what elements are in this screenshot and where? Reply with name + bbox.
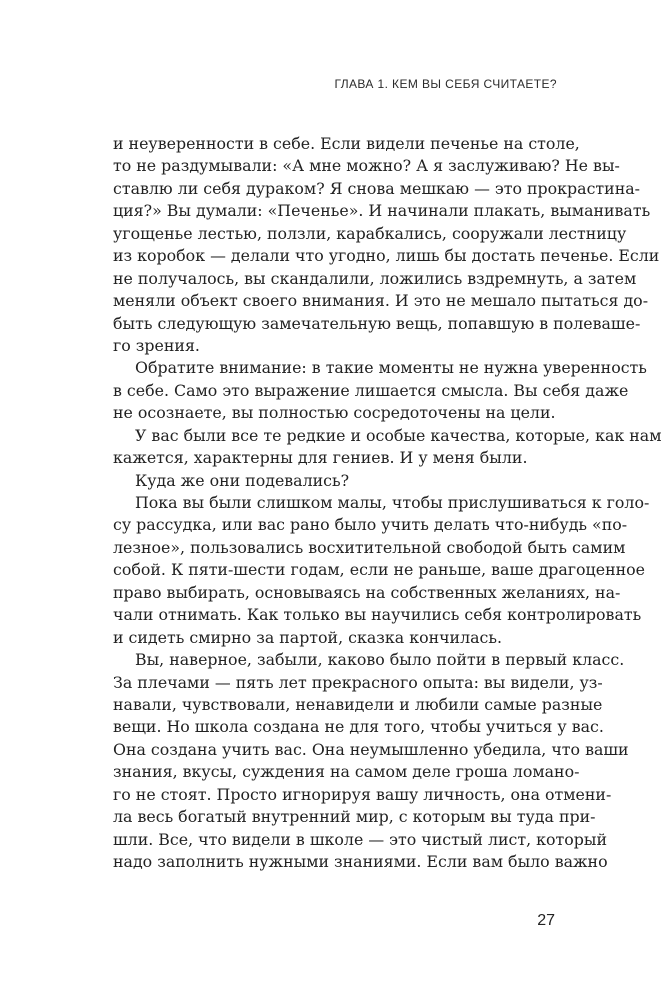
- text-line: Пока вы были слишком малы, чтобы прислушиваться к голо-: [135, 493, 650, 512]
- text-line: го зрения.: [113, 335, 200, 355]
- text-line: и сидеть смирно за партой, сказка кончилась.: [113, 627, 503, 647]
- text-line: го не стоят. Просто игнорируя вашу личность, она отмени-: [113, 784, 612, 804]
- body-text: [113, 133, 662, 873]
- text-line: не осознаете, вы полностью сосредоточены на цели.: [113, 403, 556, 423]
- text-line: лезное», пользовались восхитительной свободой быть самим: [113, 537, 626, 557]
- text-line: угощенье лестью, ползли, карабкались, сооружали лестницу: [113, 223, 627, 243]
- text-line: быть следующую замечательную вещь, попавшую в полеваше-: [113, 313, 641, 333]
- text-line: знания, вкусы, суждения на самом деле гроша ломано-: [113, 762, 580, 782]
- text-line: За плечами — пять лет прекрасного опыта: вы видели, уз-: [113, 672, 603, 692]
- text-line: су рассудка, или вас рано было учить делать что-нибудь «по-: [113, 515, 628, 535]
- text-line: собой. К пяти-шести годам, если не раньше, ваше драгоценное: [113, 560, 645, 580]
- text-line: Вы, наверное, забыли, каково было пойти в первый класс.: [135, 650, 625, 670]
- text-line: надо заполнить нужными знаниями. Если вам было важно: [113, 852, 608, 871]
- text-line: не получалось, вы скандалили, ложились вздремнуть, а затем: [113, 268, 637, 288]
- text-line: чали отнимать. Как только вы научились себя контролировать: [113, 605, 642, 625]
- text-line: и неуверенности в себе. Если видели печенье на столе,: [113, 134, 580, 153]
- text-line: меняли объект своего внимания. И это не мешало пытаться до-: [113, 291, 649, 311]
- text-line: из коробок — делали что угодно, лишь бы достать печенье. Если: [113, 246, 660, 266]
- text-line: то не раздумывали: «А мне можно? А я заслуживаю? Не вы-: [113, 156, 620, 176]
- text-line: Куда же они подевались?: [135, 470, 350, 490]
- text-line: шли. Все, что видели в школе — это чистый лист, который: [113, 829, 607, 849]
- text-line: кажется, характерны для гениев. И у меня были.: [113, 448, 528, 468]
- text-line: Обратите внимание: в такие моменты не нужна уверенность: [135, 358, 647, 378]
- text-line: в себе. Само это выражение лишается смысла. Вы себя даже: [113, 380, 629, 400]
- text-line: ция?» Вы думали: «Печенье». И начинали плакать, выманивать: [113, 201, 651, 221]
- running-head: ГЛАВА 1. КЕМ ВЫ СЕБЯ СЧИТАЕТЕ?: [334, 77, 557, 91]
- text-line: У вас были все те редкие и особые качества, которые, как нам: [135, 425, 662, 445]
- text-line: право выбирать, основываясь на собственных желаниях, на-: [113, 582, 621, 602]
- page-number: 27: [537, 912, 555, 929]
- text-line: вещи. Но школа создана не для того, чтобы учиться у вас.: [113, 717, 604, 737]
- text-line: ла весь богатый внутренний мир, с которым вы туда при-: [113, 807, 596, 827]
- text-line: Она создана учить вас. Она неумышленно убедила, что ваши: [113, 739, 629, 759]
- text-line: навали, чувствовали, ненавидели и любили самые разные: [113, 694, 603, 714]
- text-line: ставлю ли себя дураком? Я снова мешкаю — это прокрастина-: [113, 178, 640, 198]
